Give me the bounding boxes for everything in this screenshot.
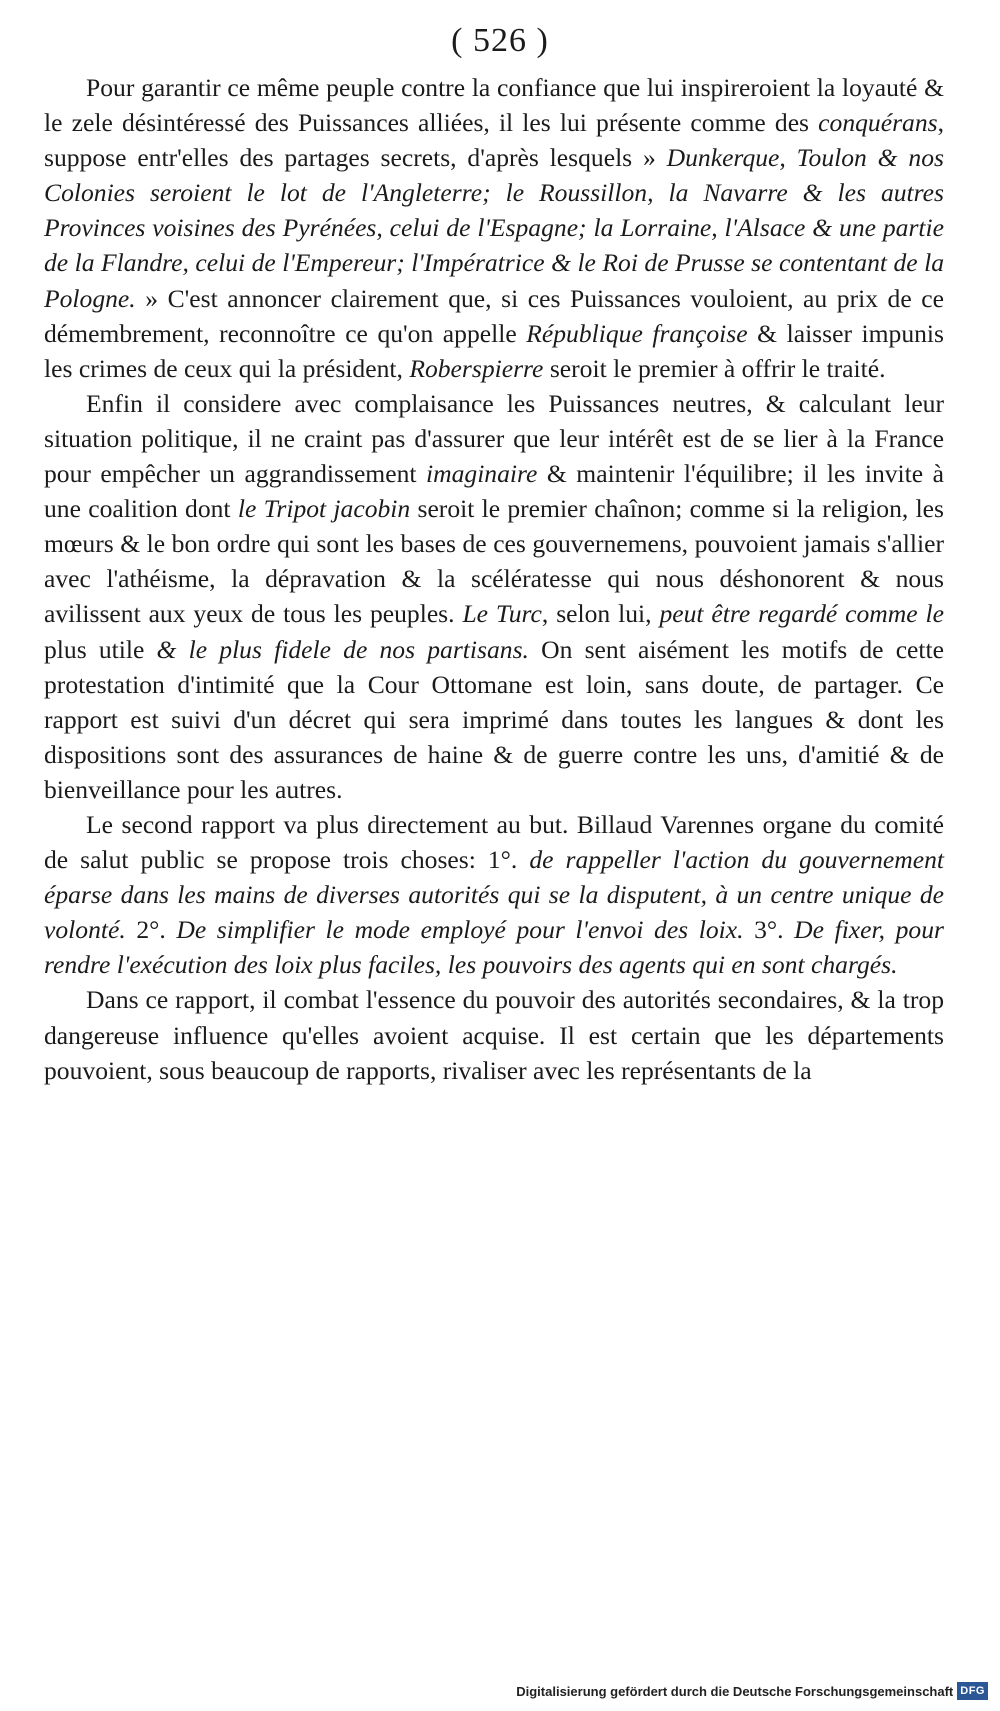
italic-text: République françoise bbox=[526, 318, 748, 348]
italic-text: Roberspierre bbox=[409, 353, 544, 383]
italic-text: conquérans bbox=[818, 108, 938, 138]
roman-text: » C'est annoncer clairement que, si ces Puissances vouloient, au prix de ce démembrement, reconnoître ce qu'on appelle bbox=[44, 283, 944, 348]
dfg-logo: DFG bbox=[957, 1682, 988, 1700]
paragraph bbox=[44, 70, 944, 386]
roman-text: Pour garantir ce même peuple contre la confiance que lui inspireroient la loyauté & le zele désintéressé des Puissances alliées, il les lui présente comme des bbox=[44, 73, 944, 138]
roman-text: Le second rapport va plus directement au but. Billaud Varennes organe du comité de salut public se propose trois choses: 1°. bbox=[44, 809, 944, 875]
body-text bbox=[44, 70, 944, 1088]
paragraph bbox=[44, 807, 944, 982]
roman-text: On sent aisément les motifs de cette protestation d'intimité que la Cour Ottomane est loin, sans doute, de partager. Ce rapport est suivi d'un décret qui sera imprimé dans toutes les langues & dont les dispositions sont des assurances de haine & de guerre contre les uns, d'amitié & de bienveillance pour les autres. bbox=[44, 634, 945, 804]
roman-text: Dans ce rapport, il combat l'essence du pouvoir des autorités secondaires, & la trop dangereuse influence qu'elles avoient acquise. Il est certain que les départements pouvoient, sous beaucoup de rapports, rivaliser avec les représentants de la bbox=[44, 985, 944, 1085]
italic-text: imaginaire bbox=[426, 459, 538, 489]
roman-text: plus utile bbox=[44, 634, 157, 664]
roman-text: seroit le premier chaînon; comme si la religion, les mœurs & le bon ordre qui sont les bases de ces gouvernemens, pouvoient jamais s'allier avec l'athéisme, la dépravation & la scélératesse qui nous déshonorent & nous avilissent aux yeux de tous les peuples. bbox=[44, 494, 944, 629]
roman-text: & laisser impunis les crimes de ceux qui la président, bbox=[44, 318, 945, 383]
roman-text: 3°. bbox=[743, 915, 795, 945]
italic-text: Dunkerque, Toulon & nos Colonies seroient le lot de l'Angleterre; le Roussillon, la Navarre & les autres Provinces voisines des Pyrénées, celui de l'Espagne; la Lorraine, l'Alsace & une partie de la Flandre, celui de l'Empereur; l'Impératrice & le Roi de Prusse se contentant de la Pologne. bbox=[44, 143, 944, 313]
italic-text: De simplifier le mode employé pour l'envoi des loix. bbox=[176, 915, 744, 945]
roman-text: seroit le premier à offrir le traité. bbox=[543, 353, 886, 383]
roman-text: Enfin il considere avec complaisance les Puissances neutres, & calculant leur situation politique, il ne craint pas d'assurer que leur intérêt est de se lier à la France pour empêcher un aggrandissement bbox=[44, 388, 944, 489]
italic-text: Le Turc bbox=[462, 599, 542, 629]
digitization-credit-text: Digitalisierung gefördert durch die Deutsche Forschungsgemeinschaft bbox=[516, 1683, 954, 1699]
italic-text: & le plus fidele de nos partisans. bbox=[156, 634, 529, 664]
paragraph bbox=[44, 386, 944, 807]
roman-text: , selon lui, bbox=[541, 599, 660, 629]
paragraph bbox=[44, 982, 944, 1087]
roman-text: , suppose entr'elles des partages secrets, d'après lesquels » bbox=[44, 108, 944, 173]
page-number: ( 526 ) bbox=[451, 22, 549, 59]
italic-text: le Tripot jacobin bbox=[237, 494, 411, 524]
italic-text: peut être regardé comme le bbox=[659, 599, 944, 629]
digitization-credit bbox=[516, 1681, 988, 1701]
roman-text: 2°. bbox=[125, 915, 177, 945]
roman-text: & maintenir l'équilibre; il les invite à une coalition dont bbox=[44, 459, 944, 524]
italic-text: de rappeller l'action du gouvernement éparse dans les mains de diverses autorités qui se la disputent, à un centre unique de volonté. bbox=[44, 845, 944, 945]
italic-text: De fixer, pour rendre l'exécution des loix plus faciles, les pouvoirs des agents qui en sont chargés. bbox=[44, 915, 944, 980]
